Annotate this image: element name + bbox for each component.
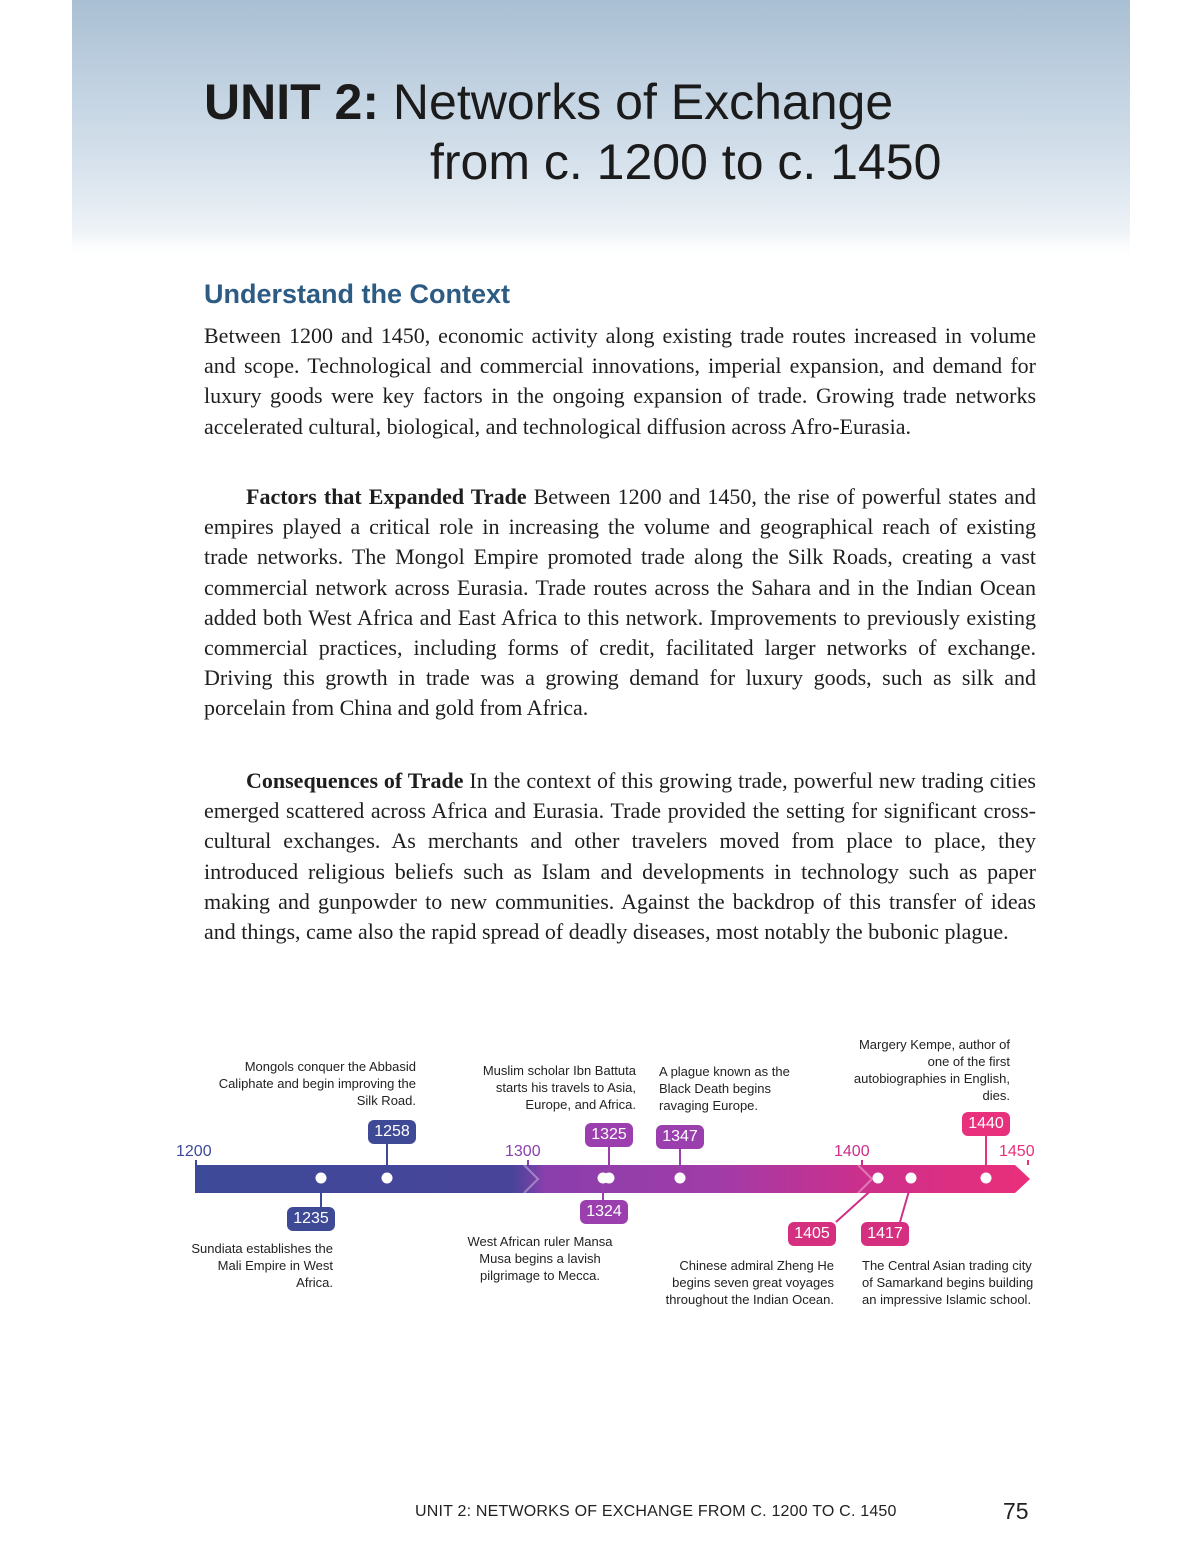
year-badge-1325: 1325 [585,1123,633,1147]
scale-start: 1200 [176,1143,212,1160]
event-dot-1325 [604,1173,615,1184]
year-badge-1440: 1440 [962,1112,1010,1136]
year-badge-1258: 1258 [368,1120,416,1144]
scale-1300: 1300 [505,1143,541,1160]
intro-paragraph: Between 1200 and 1450, economic activity along existing trade routes increased in volume and scope. Technological and commercial innovations, imperial expansion, and demand for luxury goods were key factors in the ongoing expansion of trade. Growing trade networks accelerated cultural, biological, and technological diffusion across Afro-Eurasia. [204,323,1036,439]
title-line-1: Networks of Exchange [392,74,894,130]
running-footer: UNIT 2: NETWORKS OF EXCHANGE FROM C. 1200 TO C. 1450 [415,1503,897,1520]
event-dot-1347 [675,1173,686,1184]
event-dot-1258 [382,1173,393,1184]
consequences-lead: Consequences of Trade [246,768,464,793]
consequences-text: In the context of this growing trade, powerful new trading cities emerged scattered across Africa and Eurasia. Trade provided the setting for significant cross-cultural exchanges. As merchants and other travelers moved from place to place, they introduced religious beliefs such as Islam and developments in technology such as paper making and gunpowder to new communities. Against the backdrop of this transfer of ideas and things, came also the rapid spread of deadly diseases, most notably the bubonic plague. [204,768,1036,945]
year-badge-1324: 1324 [580,1200,628,1224]
event-caption-1440: Margery Kempe, author of one of the first autobiographies in English, dies. [853,1037,1010,1103]
factors-lead: Factors that Expanded Trade [246,484,527,509]
event-dot-1417 [906,1173,917,1184]
event-caption-1417: The Central Asian trading city of Samarkand begins building an impressive Islamic school. [862,1258,1034,1307]
event-caption-1347: A plague known as the Black Death begins ravaging Europe. [659,1064,790,1113]
event-caption-1325: Muslim scholar Ibn Battuta starts his travels to Asia, Europe, and Africa. [482,1063,636,1112]
event-caption-1405: Chinese admiral Zheng He begins seven great voyages throughout the Indian Ocean. [665,1258,834,1307]
event-dot-1440 [981,1173,992,1184]
unit-label: UNIT 2: [204,74,379,130]
event-caption-1258: Mongols conquer the Abbasid Caliphate and begin improving the Silk Road. [218,1059,416,1108]
event-dot-1405 [873,1173,884,1184]
page-number: 75 [1003,1498,1029,1524]
factors-text: Between 1200 and 1450, the rise of powerful states and empires played a critical role in increasing the volume and geographical reach of existing trade networks. The Mongol Empire promoted trade along the Silk Roads, creating a vast commercial network across Eurasia. Trade routes across the Sahara and in the Indian Ocean added both West Africa and East Africa to this network. Improvements to previously existing commercial practices, including forms of credit, facilitated larger networks of exchange. Driving this growth in trade was a growing demand for luxury goods, such as silk and porcelain from China and gold from Africa. [204,484,1036,721]
year-badge-1417: 1417 [861,1222,909,1246]
scale-1400: 1400 [834,1143,870,1160]
event-caption-1235: Sundiata establishes the Mali Empire in West Africa. [191,1241,333,1290]
year-badge-1405: 1405 [788,1222,836,1246]
event-dot-1235 [316,1173,327,1184]
year-badge-1235: 1235 [287,1207,335,1231]
title-line-2: from c. 1200 to c. 1450 [430,134,942,190]
event-caption-1324: West African ruler Mansa Musa begins a lavish pilgrimage to Mecca. [467,1234,613,1283]
section-heading: Understand the Context [204,279,511,309]
year-badge-1347: 1347 [656,1125,704,1149]
scale-end: 1450 [999,1143,1035,1160]
